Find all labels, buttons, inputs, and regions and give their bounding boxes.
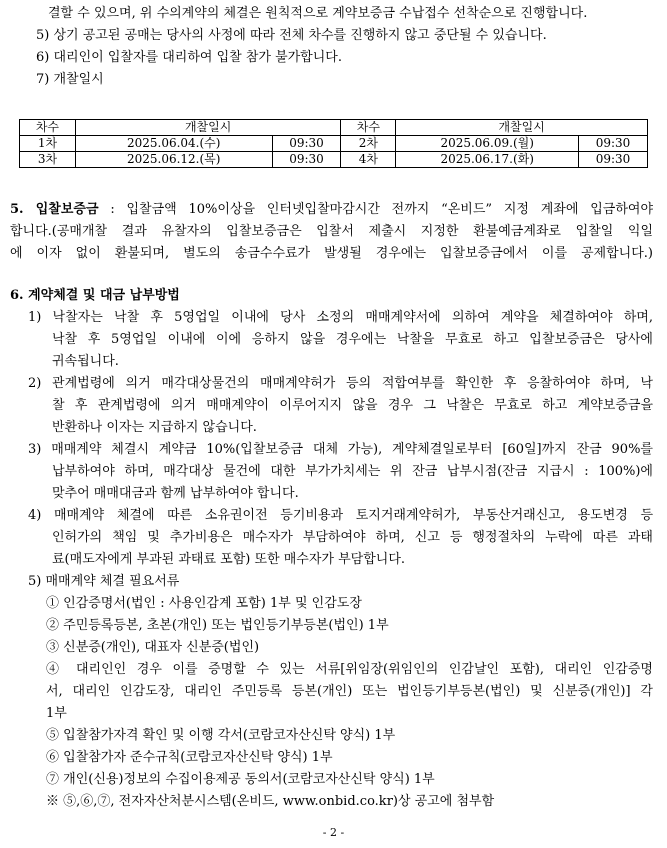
page-number: - 2 - [322, 826, 345, 839]
round-cell: 4차 [341, 152, 396, 168]
intro-line: 결할 수 있으며, 위 수의계약의 체결은 원칙적으로 계약보증금 수납접수 선착순으로 진행합니다. [48, 6, 588, 21]
required-document-item: ① 인감증명서(법인 : 사용인감계 포함) 1부 및 인감도장 [46, 596, 362, 611]
section-5-line-3: 에 이자 없이 환불되며, 별도의 송금수수료가 발생될 경우에는 입찰보증금에서 이를 공제합니다.) [10, 246, 653, 261]
time-cell: 09:30 [579, 136, 648, 152]
opening-schedule-table [19, 119, 648, 168]
section-5-text: : 입찰금액 10%이상을 인터넷입찰마감시간 전까지 “온비드” 지정 계좌에 입금하여야 [98, 202, 653, 217]
required-document-item-4: 서, 대리인 인감도장, 대리인 주민등록 등본(개인) 또는 법인등기부등본(법인) 및 신분증(개인)] 각 [46, 684, 653, 699]
time-cell: 09:30 [579, 152, 648, 168]
time-cell: 09:30 [272, 136, 341, 152]
para-1-line: 낙찰 후 5영업일 이내에 이에 응하지 않을 경우에는 낙찰을 무효로 하고 입찰보증금은 당사에 [52, 332, 653, 347]
para-1-line: 귀속됩니다. [52, 354, 119, 369]
header-opening-datetime: 개찰일시 [396, 120, 648, 136]
table-header-row [20, 120, 648, 136]
required-document-item: ⑥ 입찰참가자 준수규칙(코람코자산신탁 양식) 1부 [46, 750, 333, 765]
para-2-line: 2) 관계법령에 의거 매각대상물건의 매매계약허가 등의 적합여부를 확인한 후 응찰하여야 하며, 낙 [28, 376, 653, 391]
header-round: 차수 [20, 120, 76, 136]
para-4-line: 인허가의 책임 및 추가비용은 매수자가 부담하여야 하며, 신고 등 행정절차의 누락에 따른 과태 [52, 530, 653, 545]
required-document-item: ⑤ 입찰참가자격 확인 및 이행 각서(코람코자산신탁 양식) 1부 [46, 728, 396, 743]
date-cell: 2025.06.17.(화) [396, 152, 579, 168]
required-document-item-4: ④ 대리인인 경우 이를 증명할 수 있는 서류[위임장(위임인의 인감날인 포함), 대리인 인감증명 [46, 662, 653, 677]
para-1-line: 1) 낙찰자는 낙찰 후 5영업일 이내에 당사 소정의 매매계약서에 의하여 계약을 체결하여야 하며, [28, 310, 653, 325]
header-opening-datetime: 개찰일시 [75, 120, 341, 136]
para-4-line: 료(매도자에게 부과된 과태료 포함) 또한 매수자가 부담합니다. [52, 552, 406, 567]
section-6-heading: 6. 계약체결 및 대금 납부방법 [10, 288, 180, 303]
required-document-item: ③ 신분증(개인), 대표자 신분증(법인) [46, 640, 260, 655]
round-cell: 1차 [20, 136, 76, 152]
section-5-line-2: 합니다.(공매개찰 결과 유찰자의 입찰보증금은 입찰서 제출시 지정한 환불예금계좌로 입찰일 익일 [10, 224, 653, 239]
para-2-line: 반환하나 이자는 지급하지 않습니다. [52, 420, 257, 435]
date-cell: 2025.06.04.(수) [75, 136, 272, 152]
para-3-line: 3) 매매계약 체결시 계약금 10%(입찰보증금 대체 가능), 계약체결일로부터 [60일]까지 잔금 90%를 [28, 442, 653, 457]
para-3-line: 납부하여야 하며, 매각대상 물건에 대한 부가가치세는 위 잔금 납부시점(잔금 지급시 : 100%)에 [52, 464, 653, 479]
item-5: 5) 상기 공고된 공매는 당사의 사정에 따라 전체 차수를 진행하지 않고 중단될 수 있습니다. [36, 28, 547, 43]
section-5-heading: 5. 입찰보증금 [10, 202, 99, 217]
item-6: 6) 대리인이 입찰자를 대리하여 입찰 참가 불가합니다. [36, 50, 342, 65]
required-document-item: ② 주민등록등본, 초본(개인) 또는 법인등기부등본(법인) 1부 [46, 618, 389, 633]
header-round: 차수 [341, 120, 396, 136]
date-cell: 2025.06.12.(목) [75, 152, 272, 168]
table-row [20, 136, 648, 152]
para-4-line: 4) 매매계약 체결에 따른 소유권이전 등기비용과 토지거래계약허가, 부동산거래신고, 용도변경 등 [28, 508, 653, 523]
date-cell: 2025.06.09.(월) [396, 136, 579, 152]
round-cell: 2차 [341, 136, 396, 152]
section-5-line-1 [10, 202, 653, 218]
para-2-line: 찰 후 관계법령에 의거 매매계약이 이루어지지 않을 경우 그 낙찰은 무효로 하고 계약보증금을 [52, 398, 653, 413]
required-document-item: ⑦ 개인(신용)정보의 수집이용제공 동의서(코람코자산신탁 양식) 1부 [46, 772, 435, 787]
para-3-line: 맞추어 매매대금과 함께 납부하여야 합니다. [52, 486, 299, 501]
table-row [20, 152, 648, 168]
round-cell: 3차 [20, 152, 76, 168]
time-cell: 09:30 [272, 152, 341, 168]
attachment-note: ※ ⑤,⑥,⑦, 전자자산처분시스템(온비드, www.onbid.co.kr)상 공고에 첨부함 [46, 794, 495, 809]
required-document-item-4: 1부 [46, 706, 67, 721]
item-7-title: 7) 개찰일시 [36, 72, 104, 87]
para-5-title: 5) 매매계약 체결 필요서류 [28, 574, 180, 589]
